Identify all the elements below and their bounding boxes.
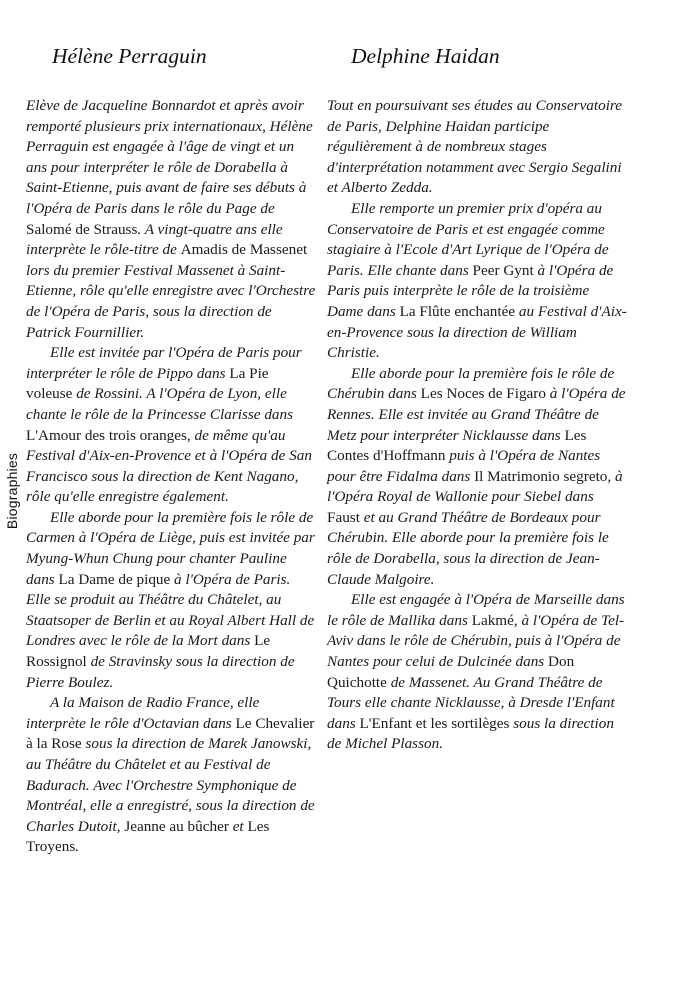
biography-text: , de même qu'au Festival d'Aix-en-Provence et à l'Opéra de San Francisco sous la direction de Kent Nagano, rôle qu'elle enregistre également. [26, 426, 312, 506]
biography-text: , à l'Opéra Royal de Wallonie pour Siebel dans [327, 467, 623, 506]
biography-paragraph [327, 96, 627, 199]
work-title: Les Noces de Figaro [420, 385, 546, 403]
work-title: Le Chevalier à la Rose [26, 714, 315, 753]
biography-paragraph [26, 96, 316, 343]
biography-text: et [228, 817, 248, 835]
biography-text: Tout en poursuivant ses études au Conservatoire de Paris, Delphine Haidan participe régulièrement à de nombreux stages d'interprétation notamment avec Sergio Segalini et Alberto Zedda. [327, 97, 623, 197]
biography-paragraph [26, 693, 316, 858]
section-side-label: Biographies [4, 452, 20, 530]
work-title: Jeanne au bûcher [124, 817, 229, 835]
biography-text: à l'Opéra de Paris puis interprète le rôle de la troisième Dame dans [327, 261, 614, 320]
work-title: Les Contes d'Hoffmann [327, 426, 587, 465]
work-title: L'Enfant et les sortilèges [359, 714, 510, 732]
work-title: Les Troyens [26, 817, 270, 856]
work-title: Don Quichotte [327, 653, 575, 691]
work-title: Amadis de Massenet [180, 241, 308, 259]
work-title: La Pie voleuse [26, 364, 269, 403]
work-title: L'Amour des trois oranges [26, 426, 187, 444]
work-title: Peer Gynt [472, 261, 534, 279]
biography-text: Elle est invitée par l'Opéra de Paris pour interpréter le rôle de Pippo dans [26, 344, 302, 382]
biography-text: à l'Opéra de Paris. Elle se produit au Théâtre du Châtelet, au Staatsoper de Berlin et au Royal Albert Hall de Londres avec le rôle de la Mort dans [26, 570, 315, 650]
biography-paragraph [26, 508, 316, 693]
biography-text: Elle aborde pour la première fois le rôle de Chérubin dans [327, 364, 615, 403]
biography-text: A la Maison de Radio France, elle interprète le rôle d'Octavian dans [26, 694, 260, 732]
artist-name-right: Delphine Haidan [351, 44, 500, 68]
biography-text: . A vingt-quatre ans elle interprète le rôle-titre de [26, 220, 283, 259]
biography-text: de Stravinsky sous la direction de Pierre Boulez. [26, 653, 295, 691]
biography-text: de Rossini. A l'Opéra de Lyon, elle chante le rôle de la Princesse Clarisse dans [26, 385, 294, 423]
biography-text-right [327, 96, 627, 755]
work-title: Salomé de Strauss [26, 220, 138, 238]
biography-paragraph [327, 590, 627, 755]
biography-text: puis à l'Opéra de Nantes pour être Fidalma dans [327, 447, 601, 485]
biography-paragraph [26, 343, 316, 508]
work-title: Lakmé [471, 611, 514, 629]
biography-paragraph [327, 364, 627, 591]
biography-paragraph [327, 199, 627, 364]
biography-text: Elève de Jacqueline Bonnardot et après avoir remporté plusieurs prix internationaux, Hélène Perraguin est engagée à l'âge de vingt et un ans pour interpréter le rôle de Dorabella à Saint-Etienne, puis avant de faire ses débuts à l'Opéra de Paris dans le rôle du Page de [26, 97, 313, 217]
biography-text: et au Grand Théâtre de Bordeaux pour Chérubin. Elle aborde pour la première fois le rôle de Dorabella, sous la direction de Jean-Claude Malgoire. [327, 508, 609, 588]
work-title: La Flûte enchantée [399, 302, 516, 320]
biography-text: de Massenet. Au Grand Théâtre de Tours elle chante Nicklausse, à Dresde l'Enfant dans [327, 673, 615, 732]
biography-text: sous la direction de Marek Janowski, au Théâtre du Châtelet et au Festival de Badurach. Avec l'Orchestre Symphonique de Montréal, elle a enregistré, sous la direction de Charles Dutoit, [26, 735, 315, 835]
biography-text: lors du premier Festival Massenet à Saint-Etienne, rôle qu'elle enregistre avec l'Orchestre de l'Opéra de Paris, sous la direction de Patrick Fournillier. [26, 261, 316, 341]
artist-name-left: Hélène Perraguin [52, 44, 207, 68]
work-title: Il Matrimonio segreto [474, 467, 608, 485]
biography-text: Elle remporte un premier prix d'opéra au Conservatoire de Paris et est engagée comme stagiaire à l'Ecole d'Art Lyrique de l'Opéra de Paris. Elle chante dans [327, 199, 609, 279]
biography-text: . [75, 838, 80, 856]
biography-text: au Festival d'Aix-en-Provence sous la direction de William Christie. [327, 302, 627, 362]
work-title: Le Rossignol [26, 632, 271, 671]
biography-text: , à l'Opéra de Tel-Aviv dans le rôle de Chérubin, puis à l'Opéra de Nantes pour celui de Dulcinée dans [327, 611, 625, 671]
biography-text: sous la direction de Michel Plasson. [327, 714, 614, 753]
work-title: Faust [327, 508, 360, 526]
biography-text: Elle aborde pour la première fois le rôle de Carmen à l'Opéra de Liège, puis est invitée par Myung-Whun Chung pour chanter Pauline dans [26, 508, 315, 588]
biography-text: à l'Opéra de Rennes. Elle est invitée au Grand Théâtre de Metz pour interpréter Nicklausse dans [327, 385, 626, 444]
work-title: La Dame de pique [58, 570, 171, 588]
biography-text: Elle est engagée à l'Opéra de Marseille dans le rôle de Mallika dans [327, 591, 625, 629]
biography-text-left [26, 96, 316, 858]
